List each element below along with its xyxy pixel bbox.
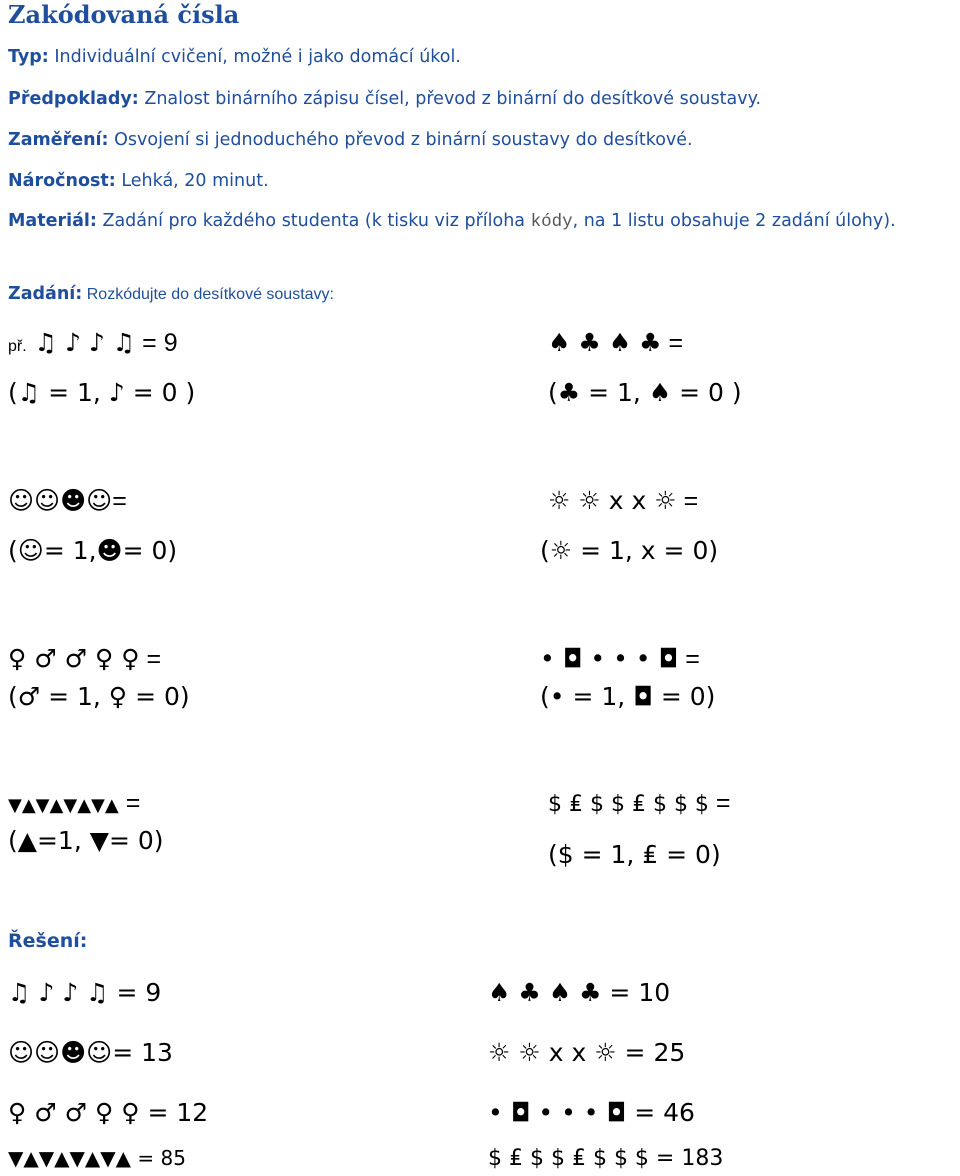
task-7-key: (▲=1, ▼= 0) [8, 826, 164, 855]
task-6-key: (• = 1, ◘ = 0) [540, 682, 716, 711]
task-2-symbols: ♠ ♣ ♠ ♣ [548, 328, 662, 357]
task-7-code [8, 789, 140, 818]
zadani-label: Zadání: [8, 284, 83, 304]
zamereni-label: Zaměření: [8, 130, 109, 150]
info-typ [8, 47, 461, 67]
solution-2: ♠ ♣ ♠ ♣ = 10 [488, 978, 671, 1007]
example-prefix: př. [8, 338, 27, 355]
task-6-symbols: • ◘ • • • ◘ [540, 644, 679, 673]
typ-value: Individuální cvičení, možné i jako domácí úkol. [48, 47, 461, 67]
task-6-equals: = [678, 645, 700, 673]
solution-1: ♫ ♪ ♪ ♫ = 9 [8, 978, 162, 1007]
task-5-key: (♂ = 1, ♀ = 0) [8, 682, 190, 711]
solution-4: ☼ ☼ x x ☼ = 25 [488, 1038, 686, 1067]
task-6-code [540, 644, 700, 674]
predpoklady-value: Znalost binárního zápisu čísel, převod z binární do desítkové soustavy. [138, 89, 762, 109]
info-predpoklady [8, 89, 761, 109]
info-narocnost [8, 171, 269, 191]
solutions-heading: Řešení: [8, 930, 88, 952]
task-3-symbols: ☺☺☻☺ [8, 486, 113, 515]
narocnost-label: Náročnost: [8, 171, 116, 191]
task-8-key: ($ = 1, ₤ = 0) [548, 840, 721, 869]
solution-5: ♀ ♂ ♂ ♀ ♀ = 12 [8, 1098, 209, 1127]
solution-8: $ ₤ $ $ ₤ $ $ $ = 183 [488, 1146, 724, 1171]
task-8-symbols: $ ₤ $ $ ₤ $ $ $ [548, 792, 709, 817]
task-5-symbols: ♀ ♂ ♂ ♀ ♀ [8, 644, 140, 673]
solution-3: ☺☺☻☺= 13 [8, 1038, 173, 1067]
material-code: kódy [530, 212, 573, 232]
task-2-code [548, 328, 683, 358]
narocnost-value: Lehká, 20 minut. [115, 171, 269, 191]
solution-7: ▼▲▼▲▼▲▼▲ = 85 [8, 1146, 186, 1170]
task-5-code [8, 644, 161, 674]
zadani-value: Rozkódujte do desítkové soustavy: [82, 286, 334, 303]
task-4-symbols: ☼ ☼ x x ☼ [548, 486, 677, 515]
task-1-key: (♫ = 1, ♪ = 0 ) [8, 378, 196, 407]
material-value-2: , na 1 listu obsahuje 2 zadání úlohy). [572, 211, 896, 231]
task-3-key: (☺= 1,☻= 0) [8, 536, 178, 565]
zamereni-value: Osvojení si jednoduchého převod z binární soustavy do desítkové. [108, 130, 693, 150]
task-8-equals: = [708, 789, 731, 817]
task-1-code [8, 328, 178, 358]
task-7-symbols: ▼▲▼▲▼▲▼▲ [8, 795, 119, 816]
solution-6: • ◘ • • • ◘ = 46 [488, 1098, 695, 1127]
typ-label: Typ: [8, 47, 49, 67]
task-7-equals: = [118, 789, 141, 817]
task-1-symbols: ♫ ♪ ♪ ♫ [26, 328, 136, 357]
info-zadani [8, 284, 334, 304]
material-value-1: Zadání pro každého studenta (k tisku viz příloha [96, 211, 531, 231]
task-5-equals: = [139, 645, 162, 673]
material-label: Materiál: [8, 211, 97, 231]
predpoklady-label: Předpoklady: [8, 89, 139, 109]
task-2-equals: = [661, 329, 684, 357]
task-1-equals: = 9 [135, 329, 178, 357]
task-4-key: (☼ = 1, x = 0) [540, 536, 719, 565]
info-material [8, 206, 956, 238]
page-title: Zakódovaná čísla [8, 0, 240, 29]
task-3-equals: = [112, 487, 127, 515]
task-4-equals: = [676, 487, 699, 515]
task-4-code [548, 486, 698, 516]
info-zamereni [8, 130, 693, 150]
task-8-code [548, 789, 730, 818]
task-3-code [8, 486, 127, 516]
task-2-key: (♣ = 1, ♠ = 0 ) [548, 378, 742, 407]
